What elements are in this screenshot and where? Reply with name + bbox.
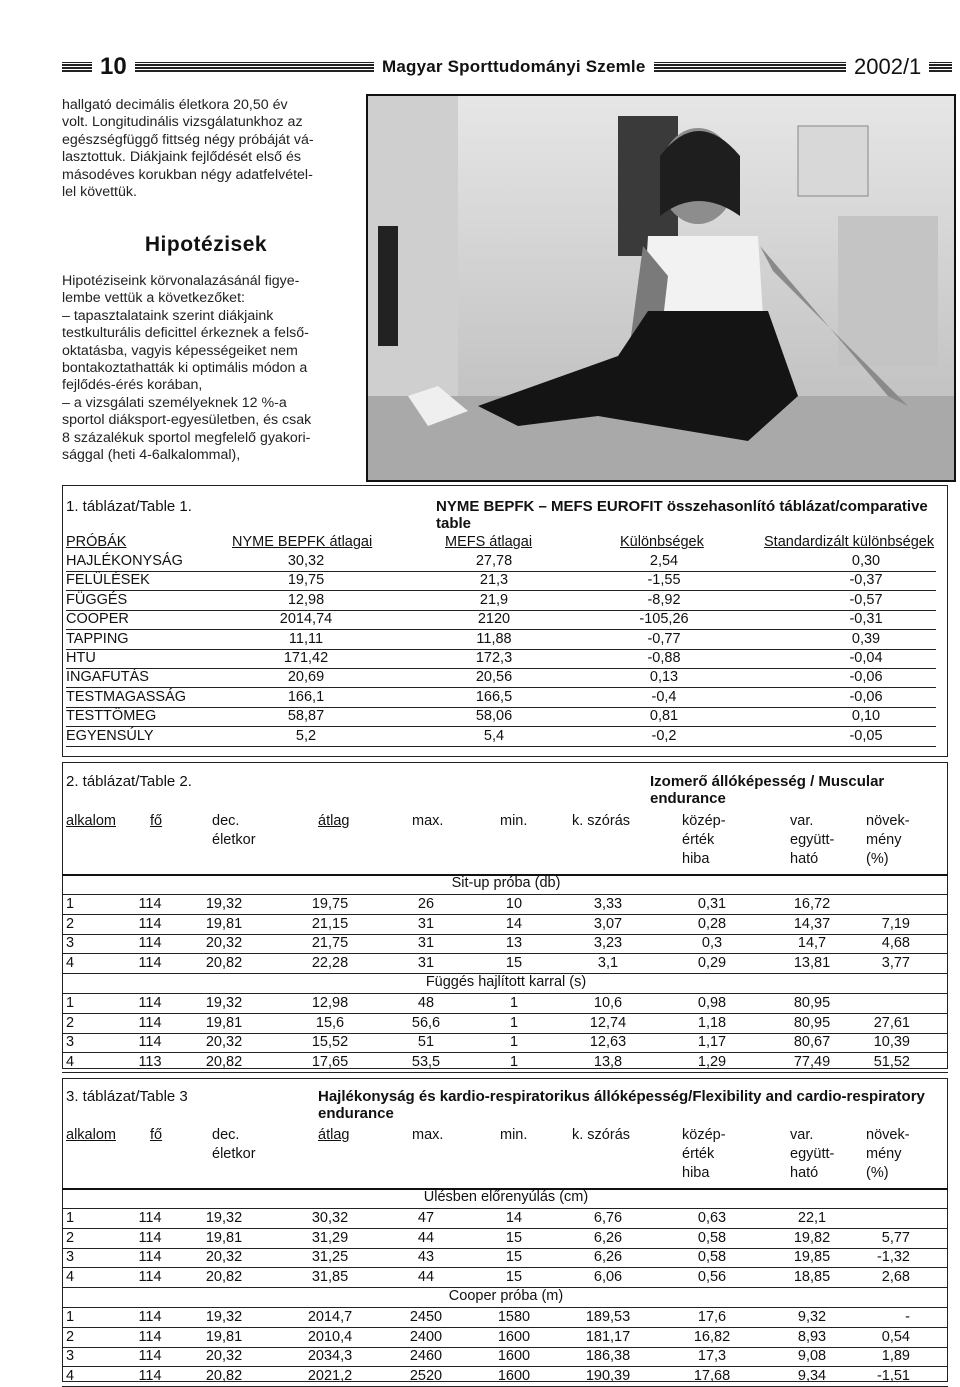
- table-1-cell: 11,88: [476, 630, 512, 647]
- table-1-cell: 20,56: [475, 669, 513, 686]
- table-cell: 3,77: [881, 954, 910, 971]
- table-cell: 3,23: [593, 935, 623, 951]
- table-cell: 2: [66, 1328, 75, 1345]
- table-cell: 0,58: [697, 1229, 727, 1246]
- table-header-cell: fő: [150, 813, 163, 829]
- table-header-cell: max.: [412, 1127, 444, 1143]
- table-1-header-cell: MEFS átlagai: [445, 534, 533, 550]
- table-1-cell: -0,06: [849, 669, 883, 686]
- table-cell: 1: [66, 896, 75, 912]
- table-cell: 19,32: [205, 995, 243, 1011]
- table-1-cell: -0,06: [849, 688, 883, 705]
- table-cell: 15: [505, 1268, 523, 1285]
- table-header-cell: k. szórás: [572, 813, 631, 829]
- table-cell: 4: [66, 1367, 75, 1384]
- table-cell: 19,81: [205, 1014, 243, 1031]
- table-section-title: Függés hajlított karral (s): [425, 974, 587, 990]
- table-cell: 114: [138, 1268, 162, 1285]
- table-1-cell: -0,31: [849, 611, 883, 628]
- table-cell: 51,52: [873, 1053, 910, 1070]
- table-header-cell: átlag: [318, 1127, 350, 1143]
- table-cell: 15,52: [311, 1034, 349, 1050]
- text-line: lembe vettük a következőket:: [62, 290, 245, 307]
- table-cell: 114: [138, 954, 162, 971]
- table-section-title: Cooper próba (m): [448, 1288, 564, 1304]
- table-cell: 48: [417, 995, 435, 1011]
- table-cell: 19,75: [311, 896, 349, 912]
- table-header-cell: alkalom: [66, 1127, 116, 1143]
- table-cell: 4,68: [881, 935, 910, 951]
- table-header-cell: min.: [500, 813, 528, 829]
- text-line: lasztottuk. Diákjaink fejlődését első és: [62, 149, 301, 166]
- table-cell: 1,89: [881, 1348, 910, 1364]
- table-cell: 113: [138, 1053, 162, 1070]
- table-cell: 3,1: [597, 954, 619, 971]
- table-cell: 19,32: [205, 896, 243, 912]
- table-cell: 1: [509, 1014, 519, 1031]
- table-rule: [66, 746, 936, 747]
- table-cell: 0,54: [881, 1328, 910, 1345]
- table-cell: 15: [505, 1249, 523, 1265]
- table-cell: 31: [417, 954, 435, 971]
- table-cell: 20,32: [205, 1249, 243, 1265]
- table-cell: 16,72: [793, 896, 831, 912]
- text-line: – a vizsgálati személyeknek 12 %-a: [62, 394, 287, 411]
- table-1-cell: 2,54: [649, 553, 679, 569]
- table-1-row-label: COOPER: [66, 611, 129, 628]
- table-cell: 114: [138, 915, 162, 932]
- table-cell: -1,32: [876, 1249, 910, 1265]
- table-cell: 1: [66, 1210, 75, 1226]
- table-cell: 14,7: [797, 935, 827, 951]
- table-cell: 80,95: [793, 995, 831, 1011]
- table-cell: 19,82: [793, 1229, 831, 1246]
- table-cell: 1,29: [697, 1053, 727, 1070]
- text-line: oktatásba, vagyis képességeiket nem: [62, 342, 298, 359]
- intro-paragraph: [62, 97, 350, 201]
- hypotheses-paragraph: [62, 273, 350, 464]
- table-cell: 114: [138, 1210, 162, 1226]
- table-header-cell: max.: [412, 813, 444, 829]
- table-1-cell: 30,32: [287, 553, 325, 569]
- table-cell: 114: [138, 1309, 162, 1325]
- table-cell: 181,17: [585, 1328, 631, 1345]
- table-cell: 10,39: [873, 1034, 910, 1050]
- table-1-label: 1. táblázat/Table 1.: [66, 498, 192, 515]
- table-cell: 114: [138, 1034, 162, 1050]
- table-header-cell: növek- mény (%): [866, 813, 910, 867]
- table-cell: -1,51: [876, 1367, 910, 1384]
- table-cell: 31: [417, 935, 435, 951]
- table-cell: 1,18: [697, 1014, 727, 1031]
- table-cell: 9,34: [797, 1367, 827, 1384]
- table-cell: 0,63: [697, 1210, 727, 1226]
- table-cell: 114: [138, 1229, 162, 1246]
- table-cell: 114: [138, 1014, 162, 1031]
- table-header-cell: dec. életkor: [212, 1127, 256, 1162]
- table-cell: 0,29: [697, 954, 727, 971]
- table-1-cell: 172,3: [475, 650, 513, 666]
- table-1-cell: 0,81: [649, 708, 679, 725]
- table-cell: 5,77: [881, 1229, 910, 1246]
- text-line: sággal (heti 4-6alkalommal),: [62, 447, 241, 464]
- table-1-cell: 19,75: [287, 572, 325, 589]
- table-cell: 12,98: [311, 995, 349, 1011]
- table-cell: 6,06: [593, 1268, 623, 1285]
- table-cell: 1600: [497, 1348, 531, 1364]
- table-cell: 19,85: [793, 1249, 831, 1265]
- table-1-cell: 171,42: [283, 650, 329, 666]
- table-cell: 56,6: [411, 1014, 441, 1031]
- table-1-cell: 12,98: [287, 591, 325, 608]
- table-cell: 9,32: [797, 1309, 827, 1325]
- table-1-cell: 166,1: [287, 688, 325, 705]
- table-cell: 31: [417, 915, 435, 932]
- text-line: volt. Longitudinális vizsgálatunkhoz az: [62, 114, 303, 131]
- table-cell: 80,95: [793, 1014, 831, 1031]
- table-cell: 3: [66, 1249, 75, 1265]
- table-1-cell: 27,78: [475, 553, 513, 569]
- table-header-cell: min.: [500, 1127, 528, 1143]
- table-section-title: Ülésben előrenyúlás (cm): [423, 1189, 589, 1205]
- table-header-cell: közép- érték hiba: [682, 1127, 726, 1181]
- table-cell: 1: [509, 995, 519, 1011]
- header-rule-left: [62, 62, 92, 72]
- text-line: egészségfüggő fittség négy próbáját vá-: [62, 131, 314, 148]
- table-cell: 22,28: [311, 954, 349, 971]
- table-cell: 9,08: [797, 1348, 827, 1364]
- table-cell: 1600: [497, 1328, 531, 1345]
- table-cell: 114: [138, 896, 162, 912]
- table-1-header-cell: NYME BEPFK átlagai: [232, 534, 373, 550]
- table-cell: 51: [417, 1034, 435, 1050]
- table-header-cell: közép- érték hiba: [682, 813, 726, 867]
- text-line: fejlődés-érés korában,: [62, 377, 203, 394]
- table-cell: 43: [417, 1249, 435, 1265]
- table-1-row-label: TESTTÖMEG: [66, 708, 157, 725]
- photo-seated-woman: [366, 94, 956, 482]
- table-cell: 20,82: [205, 954, 243, 971]
- table-cell: 2,68: [881, 1268, 910, 1285]
- table-header-cell: var. együtt- ható: [790, 813, 835, 867]
- table-cell: 20,32: [205, 1034, 243, 1050]
- table-cell: 10: [505, 896, 523, 912]
- table-1-cell: 0,39: [851, 630, 881, 647]
- table-cell: 2014,7: [307, 1309, 353, 1325]
- table-cell: 12,63: [589, 1034, 627, 1050]
- section-heading: Hipotézisek: [144, 233, 268, 256]
- table-1-cell: -0,77: [647, 630, 681, 647]
- table-cell: 2: [66, 915, 75, 932]
- table-cell: 44: [417, 1229, 435, 1246]
- table-cell: 21,15: [311, 915, 349, 932]
- table-1-header-cell: Különbségek: [620, 534, 704, 550]
- table-cell: 26: [417, 896, 435, 912]
- table-rule: [62, 993, 948, 994]
- photo-illustration: [368, 96, 954, 480]
- table-cell: 3: [66, 1348, 75, 1364]
- table-cell: 2034,3: [307, 1348, 353, 1364]
- table-cell: 0,31: [697, 896, 727, 912]
- table-cell: 2021,2: [307, 1367, 353, 1384]
- table-cell: 189,53: [585, 1309, 631, 1325]
- table-header-cell: k. szórás: [572, 1127, 631, 1143]
- table-rule: [62, 1072, 948, 1073]
- table-cell: 17,3: [697, 1348, 727, 1364]
- table-cell: 0,3: [701, 935, 723, 951]
- table-cell: 186,38: [585, 1348, 631, 1364]
- table-3-label: 3. táblázat/Table 3: [66, 1088, 188, 1105]
- table-cell: 16,82: [693, 1328, 731, 1345]
- table-cell: 114: [138, 995, 162, 1011]
- table-cell: 1,17: [697, 1034, 727, 1050]
- table-cell: 0,56: [697, 1268, 727, 1285]
- table-1-cell: 5,2: [295, 727, 317, 744]
- table-rule: [62, 1208, 948, 1209]
- table-cell: -: [905, 1309, 910, 1325]
- table-cell: 114: [138, 1328, 162, 1345]
- table-cell: 1: [66, 1309, 75, 1325]
- table-1-cell: 21,3: [479, 572, 509, 589]
- table-1-row-label: TESTMAGASSÁG: [66, 688, 187, 705]
- table-cell: 2: [66, 1229, 75, 1246]
- table-cell: 190,39: [585, 1367, 631, 1384]
- table-2-title: Izomerő állóképesség / Muscular endurance: [650, 773, 885, 807]
- table-cell: 4: [66, 1268, 75, 1285]
- text-line: sportol diáksport-egyesületben, és csak: [62, 412, 312, 429]
- table-cell: 20,32: [205, 935, 243, 951]
- text-line: – tapasztalataink szerint diákjaink: [62, 307, 274, 324]
- table-cell: 19,81: [205, 1229, 243, 1246]
- table-rule: [62, 1307, 948, 1308]
- table-cell: 77,49: [793, 1053, 831, 1070]
- table-1-title: NYME BEPFK – MEFS EUROFIT összehasonlító táblázat/comparative table: [436, 498, 928, 532]
- table-header-cell: var. együtt- ható: [790, 1127, 835, 1181]
- table-rule: [62, 894, 948, 895]
- table-1-row-label: FELÜLÉSEK: [66, 572, 150, 589]
- table-cell: 53,5: [411, 1053, 441, 1070]
- table-cell: 6,76: [593, 1210, 623, 1226]
- table-header-cell: dec. életkor: [212, 813, 256, 848]
- table-cell: 10,6: [593, 995, 623, 1011]
- table-cell: 13: [505, 935, 523, 951]
- table-1-row-label: INGAFUTÁS: [66, 669, 149, 686]
- table-1-cell: 21,9: [479, 591, 509, 608]
- table-header-cell: fő: [150, 1127, 163, 1143]
- table-1-cell: 0,13: [649, 669, 679, 686]
- text-line: testkulturális deficittel érkeznek a felső-: [62, 325, 309, 342]
- text-line: Hipotéziseink körvonalazásánál figye-: [62, 273, 300, 289]
- table-cell: 14: [505, 1210, 523, 1226]
- table-cell: 17,6: [697, 1309, 727, 1325]
- table-cell: 15: [505, 1229, 523, 1246]
- table-cell: 1: [509, 1053, 519, 1070]
- table-cell: 30,32: [311, 1210, 349, 1226]
- table-cell: 114: [138, 935, 162, 951]
- table-cell: 19,32: [205, 1309, 243, 1325]
- table-cell: 12,74: [589, 1014, 627, 1031]
- table-cell: 13,8: [593, 1053, 623, 1070]
- table-1-cell: -0,88: [647, 650, 681, 666]
- table-cell: 1580: [497, 1309, 531, 1325]
- table-cell: 0,58: [697, 1249, 727, 1265]
- table-cell: 2450: [409, 1309, 443, 1325]
- table-header-cell: alkalom: [66, 813, 116, 829]
- table-cell: 17,65: [311, 1053, 349, 1070]
- table-cell: 2010,4: [307, 1328, 353, 1345]
- table-cell: 17,68: [693, 1367, 731, 1384]
- table-cell: 6,26: [593, 1229, 623, 1246]
- table-cell: 20,82: [205, 1053, 243, 1070]
- page-number: 10: [92, 56, 135, 78]
- table-cell: 4: [66, 1053, 75, 1070]
- table-3-title: Hajlékonyság és kardio-respiratorikus állóképesség/Flexibility and cardio-respiratory endurance: [318, 1088, 925, 1122]
- table-cell: 8,93: [797, 1328, 827, 1345]
- table-cell: 114: [138, 1348, 162, 1364]
- table-cell: 19,32: [205, 1210, 243, 1226]
- table-cell: 80,67: [793, 1034, 831, 1050]
- table-1-cell: 58,06: [475, 708, 513, 725]
- table-1-cell: 0,10: [851, 708, 881, 725]
- table-cell: 3: [66, 1034, 75, 1050]
- table-cell: 2: [66, 1014, 75, 1031]
- table-1-cell: -1,55: [647, 572, 681, 589]
- table-cell: 14: [505, 915, 523, 932]
- table-cell: 2400: [409, 1328, 443, 1345]
- table-cell: 31,29: [311, 1229, 349, 1246]
- table-cell: 20,82: [205, 1268, 243, 1285]
- table-cell: 4: [66, 954, 75, 971]
- table-1-cell: -0,04: [849, 650, 883, 666]
- table-cell: 6,26: [593, 1249, 623, 1265]
- table-cell: 2520: [409, 1367, 443, 1384]
- table-1-cell: 0,30: [851, 553, 881, 569]
- table-cell: 7,19: [881, 915, 910, 932]
- table-cell: 0,98: [697, 995, 727, 1011]
- table-1-row-label: HAJLÉKONYSÁG: [66, 553, 183, 569]
- table-cell: 1: [509, 1034, 519, 1050]
- table-1-header-cell: PRÓBÁK: [66, 534, 127, 550]
- table-1-row-label: TAPPING: [66, 630, 129, 647]
- table-2-label: 2. táblázat/Table 2.: [66, 773, 192, 790]
- table-1-cell: -8,92: [647, 591, 681, 608]
- table-cell: 3,33: [593, 896, 623, 912]
- table-1-cell: 58,87: [287, 708, 325, 725]
- journal-title: Magyar Sporttudományi Szemle: [374, 56, 654, 78]
- table-1-cell: -0,2: [651, 727, 677, 744]
- table-header-cell: átlag: [318, 813, 350, 829]
- table-cell: 20,32: [205, 1348, 243, 1364]
- table-1-cell: 5,4: [483, 727, 505, 744]
- table-section-title: Sit-up próba (db): [451, 875, 561, 891]
- table-1-cell: -0,37: [849, 572, 883, 589]
- table-cell: 27,61: [873, 1014, 910, 1031]
- table-cell: 0,28: [697, 915, 727, 932]
- table-cell: 31,85: [311, 1268, 349, 1285]
- issue-number: 2002/1: [846, 56, 929, 78]
- text-line: 8 százalékuk sportol megfelelő gyakori-: [62, 429, 311, 446]
- text-line: hallgató decimális életkora 20,50 év: [62, 97, 288, 113]
- table-cell: 3: [66, 935, 75, 951]
- table-1-cell: 2120: [477, 611, 511, 628]
- table-cell: 31,25: [311, 1249, 349, 1265]
- table-cell: 47: [417, 1210, 435, 1226]
- table-cell: 1: [66, 995, 75, 1011]
- text-line: lel követtük.: [62, 184, 137, 201]
- table-header-cell: növek- mény (%): [866, 1127, 910, 1181]
- table-1-cell: -0,05: [849, 727, 883, 744]
- table-cell: 15,6: [315, 1014, 345, 1031]
- table-1-cell: -0,4: [651, 688, 677, 705]
- table-cell: 14,37: [793, 915, 831, 932]
- text-line: másodéves korukban négy adatfelvétel-: [62, 166, 313, 183]
- table-1-cell: 11,11: [288, 630, 324, 647]
- table-cell: 44: [417, 1268, 435, 1285]
- table-cell: 114: [138, 1249, 162, 1265]
- table-rule: [62, 1386, 948, 1387]
- table-cell: 20,82: [205, 1367, 243, 1384]
- table-1-header-cell: Standardizált különbségek: [764, 534, 935, 550]
- table-1-row-label: FÜGGÉS: [66, 591, 128, 608]
- table-cell: 22,1: [797, 1210, 827, 1226]
- table-1-cell: 2014,74: [279, 611, 333, 628]
- table-cell: 1600: [497, 1367, 531, 1384]
- table-cell: 3,07: [593, 915, 623, 932]
- text-line: bontakoztathatták ki optimális módon a: [62, 360, 308, 377]
- table-cell: 13,81: [793, 954, 831, 971]
- table-cell: 19,81: [205, 915, 243, 932]
- table-1-row-label: EGYENSÚLY: [66, 727, 154, 744]
- table-cell: 19,81: [205, 1328, 243, 1345]
- table-cell: 15: [505, 954, 523, 971]
- table-1-cell: 166,5: [475, 688, 513, 705]
- table-1-row-label: HTU: [66, 650, 96, 666]
- table-1-cell: -105,26: [639, 611, 689, 628]
- table-cell: 114: [138, 1367, 162, 1384]
- table-cell: 21,75: [311, 935, 349, 951]
- table-cell: 18,85: [793, 1268, 831, 1285]
- table-1-cell: -0,57: [849, 591, 883, 608]
- table-cell: 2460: [409, 1348, 443, 1364]
- table-1-cell: 20,69: [287, 669, 325, 686]
